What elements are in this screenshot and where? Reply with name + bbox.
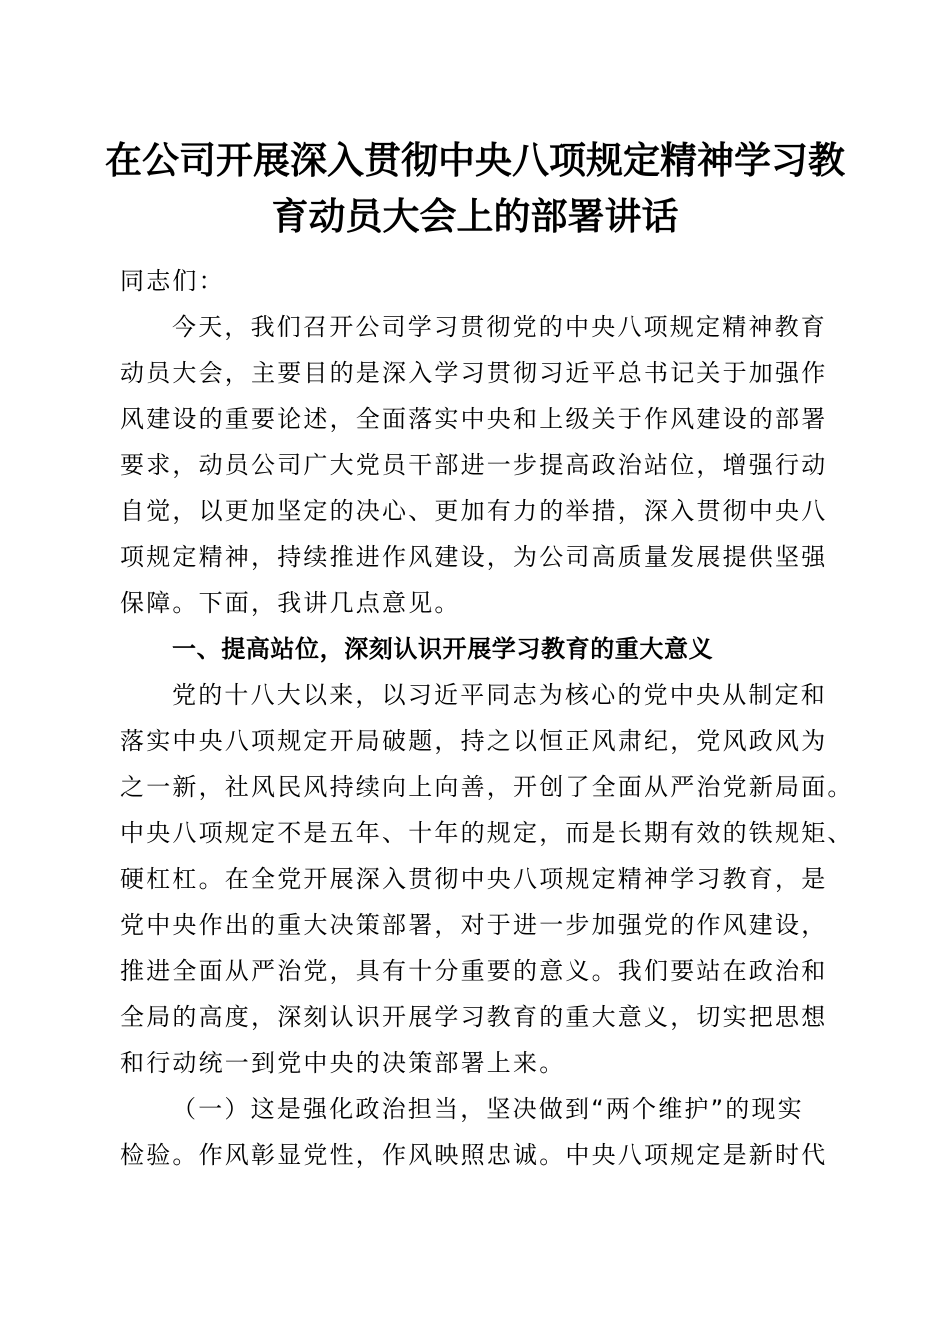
paragraph-line: 推进全面从严治党，具有十分重要的意义。我们要站在政治和 — [120, 957, 828, 985]
paragraph-line: 党中央作出的重大决策部署，对于进一步加强党的作风建设， — [120, 911, 828, 939]
intro-paragraph — [120, 304, 840, 626]
paragraph-line: 自觉，以更加坚定的决心、更加有力的举措，深入贯彻中央八 — [120, 497, 828, 525]
paragraph-line: （一）这是强化政治担当，坚决做到“两个维护”的现实 — [172, 1095, 804, 1123]
paragraph-line: 落实中央八项规定开局破题，持之以恒正风肃纪，党风政风为 — [120, 727, 828, 755]
paragraph-line: 全局的高度，深刻认识开展学习教育的重大意义，切实把思想 — [120, 1003, 828, 1031]
paragraph-line: 要求，动员公司广大党员干部进一步提高政治站位，增强行动 — [120, 451, 828, 479]
section-1-heading: 一、提高站位，深刻认识开展学习教育的重大意义 — [172, 635, 714, 663]
document-body — [120, 258, 854, 1178]
paragraph-line: 今天，我们召开公司学习贯彻党的中央八项规定精神教育 — [172, 313, 827, 341]
document-title — [100, 132, 850, 244]
paragraph-line: 之一新，社风民风持续向上向善，开创了全面从严治党新局面。 — [120, 773, 854, 801]
paragraph-line: 项规定精神，持续推进作风建设，为公司高质量发展提供坚强 — [120, 543, 828, 571]
paragraph-line: 硬杠杠。在全党开展深入贯彻中央八项规定精神学习教育，是 — [120, 865, 828, 893]
section-1-paragraph — [120, 672, 854, 1086]
paragraph-line: 动员大会，主要目的是深入学习贯彻习近平总书记关于加强作 — [120, 359, 828, 387]
paragraph-line: 检验。作风彰显党性，作风映照忠诚。中央八项规定是新时代 — [120, 1141, 828, 1169]
paragraph-line: 和行动统一到党中央的决策部署上来。 — [120, 1049, 566, 1077]
title-line-1: 在公司开展深入贯彻中央八项规定精神学习教 — [105, 138, 845, 182]
paragraph-line: 保障。下面，我讲几点意见。 — [120, 589, 461, 617]
paragraph-line: 风建设的重要论述，全面落实中央和上级关于作风建设的部署 — [120, 405, 828, 433]
salutation: 同志们： — [120, 267, 225, 295]
title-line-2: 育动员大会上的部署讲话 — [271, 194, 679, 238]
paragraph-line: 中央八项规定不是五年、十年的规定，而是长期有效的铁规矩、 — [120, 819, 854, 847]
paragraph-line: 党的十八大以来，以习近平同志为核心的党中央从制定和 — [172, 681, 827, 709]
point-1-paragraph — [120, 1086, 840, 1178]
